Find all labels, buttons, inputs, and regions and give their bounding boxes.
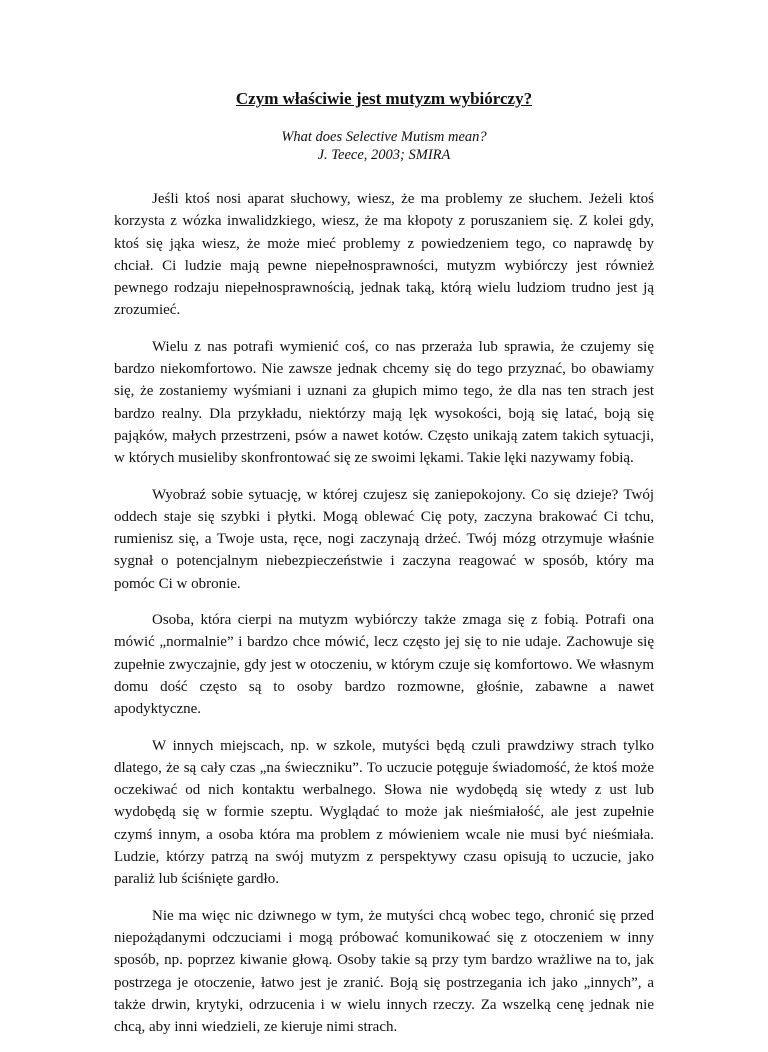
paragraph: W innych miejscach, np. w szkole, mutyści będą czuli prawdziwy strach tylko dlatego, że są cały czas „na świeczniku”. To uczucie potęguje świadomość, że ktoś może oczekiwać od nich kontaktu werbalnego. Słowa nie wydobędą się wtedy z ust lub wydobędą się w formie szeptu. Wyglądać to może jak nieśmiałość, ale jest zupełnie czymś innym, a osoba która ma problem z mówieniem wcale nie musi być nieśmiała. Ludzie, którzy patrzą na swój mutyzm z perspektywy czasu opisują to uczucie, jako paraliż lub ściśnięte gardło. (114, 737, 654, 888)
paragraph: Jeśli ktoś nosi aparat słuchowy, wiesz, że ma problemy ze słuchem. Jeżeli ktoś korzysta z wózka inwalidzkiego, wiesz, że ma kłopoty z poruszaniem się. Z kolei gdy, ktoś się jąka wiesz, że może mieć problemy z powiedzeniem tego, co naprawdę by chciał. Ci ludzie mają pewne niepełnosprawności, mutyzm wybiórczy jest również pewnego rodzaju niepełnosprawnością, jednak taką, którą wielu ludziom trudno jest ją zrozumieć. (114, 191, 654, 319)
document-title: Czym właściwie jest mutyzm wybiórczy? (235, 89, 533, 108)
english-subtitle: What does Selective Mutism mean? (281, 129, 487, 145)
subtitle-block (114, 128, 654, 164)
source-citation: J. Teece, 2003; SMIRA (317, 147, 451, 163)
document-page (114, 88, 654, 1052)
paragraph: Wielu z nas potrafi wymienić coś, co nas przeraża lub sprawia, że czujemy się bardzo niekomfortowo. Nie zawsze jednak chcemy się do tego przyznać, bo obawiamy się, że zostaniemy wyśmiani i uznani za głupich mimo tego, że dla nas ten strach jest bardzo realny. Dla przykładu, niektórzy mają lęk wysokości, boją się latać, boją się pająków, małych przestrzeni, psów a nawet kotów. Często unikają zatem takich sytuacji, w których musieliby skonfrontować się ze swoimi lękami. Takie lęki nazywamy fobią. (114, 338, 654, 467)
paragraph: Wyobraź sobie sytuację, w której czujesz się zaniepokojony. Co się dzieje? Twój oddech staje się szybki i płytki. Mogą oblewać Cię poty, zaczyna brakować Ci tchu, rumienisz się, a Twoje usta, ręce, nogi zaczynają drżeć. Twój mózg otrzymuje właśnie sygnał o potencjalnym niebezpieczeństwie i zaczyna reagować w sposób, który ma pomóc Ci w obronie. (114, 486, 654, 592)
paragraph: Osoba, która cierpi na mutyzm wybiórczy także zmaga się z fobią. Potrafi ona mówić „normalnie” i bardzo chce mówić, lecz często jej się to nie udaje. Zachowuje się zupełnie zwyczajnie, gdy jest w otoczeniu, w którym czuje się komfortowo. We własnym domu dość często są to osoby bardzo rozmowne, głośnie, zabawne a nawet apodyktyczne. (114, 612, 654, 718)
paragraph: Nie ma więc nic dziwnego w tym, że mutyści chcą wobec tego, chronić się przed niepożądanymi odczuciami i mogą próbować komunikować się z otoczeniem w inny sposób, np. poprzez kiwanie głową. Osoby takie są przy tym bardzo wrażliwe na to, jak postrzega je otoczenie, łatwo jest je zranić. Boją się postrzegania ich jako „innych”, a także drwin, krytyki, odrzucenia i w wielu innych rzeczy. Za wszelką cenę jednak nie chcą, aby inni wiedzieli, ze kieruje nimi strach. (114, 907, 654, 1036)
